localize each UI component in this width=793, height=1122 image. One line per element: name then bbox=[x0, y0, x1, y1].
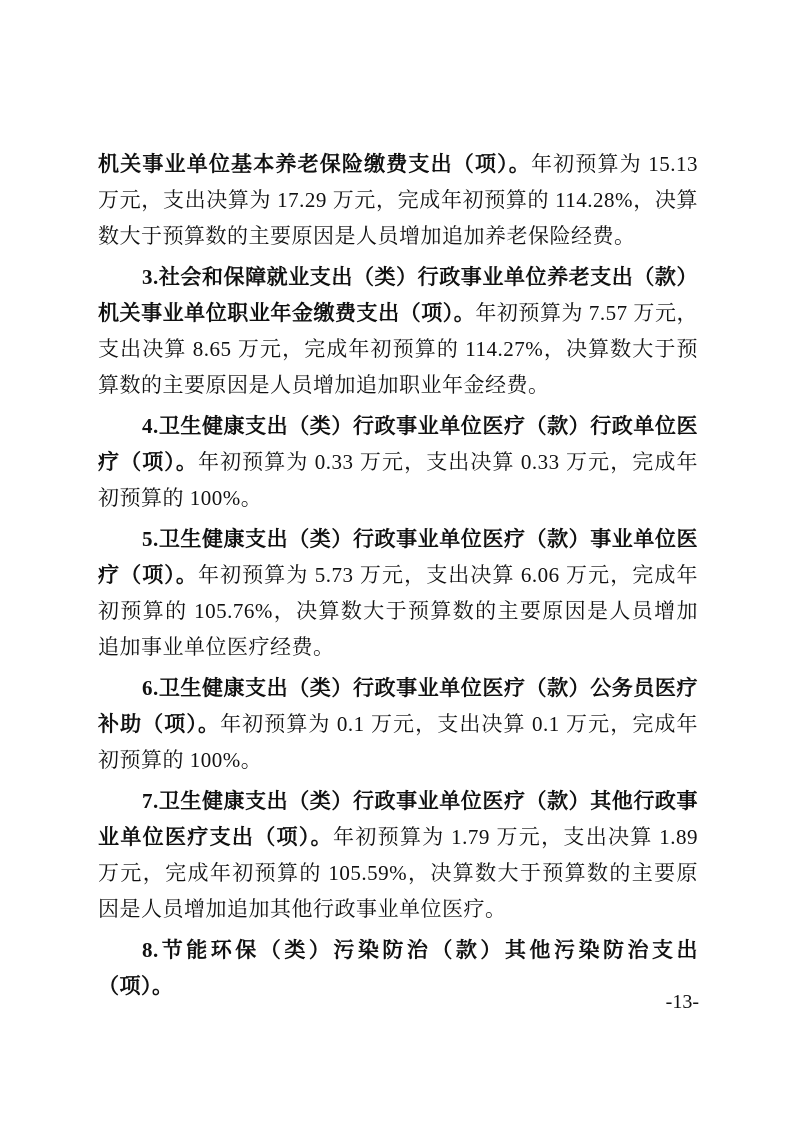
paragraph-heading: 5.卫生健康支出（类）行政事业单位医疗（款）事业单位医疗（项）。 bbox=[98, 527, 698, 587]
paragraph-body-text: 年初预算为 5.73 万元，支出决算 6.06 万元，完成年初预算的 105.76%，决算数大于预算数的主要原因是人员增加追加事业单位医疗经费。 bbox=[98, 563, 699, 659]
paragraph-heading: 7.卫生健康支出（类）行政事业单位医疗（款）其他行政事业单位医疗支出（项）。 bbox=[98, 789, 698, 849]
paragraph-body-text: 年初预算为 1.79 万元，支出决算 1.89 万元，完成年初预算的 105.59%，决算数大于预算数的主要原因是人员增加追加其他行政事业单位医疗。 bbox=[98, 825, 699, 921]
paragraph bbox=[98, 670, 698, 778]
paragraph-body-text: 年初预算为 0.33 万元，支出决算 0.33 万元，完成年初预算的 100%。 bbox=[98, 450, 699, 510]
paragraph bbox=[98, 783, 698, 927]
paragraph bbox=[98, 932, 698, 1004]
paragraph-body-text: 年初预算为 7.57 万元，支出决算 8.65 万元，完成年初预算的 114.27%，决算数大于预算数的主要原因是人员增加追加职业年金经费。 bbox=[98, 301, 699, 397]
paragraph-heading: 4.卫生健康支出（类）行政事业单位医疗（款）行政单位医疗（项）。 bbox=[98, 414, 698, 474]
paragraph-heading: 机关事业单位基本养老保险缴费支出（项）。 bbox=[98, 152, 531, 176]
paragraph-heading: 3.社会和保障就业支出（类）行政事业单位养老支出（款）机关事业单位职业年金缴费支出（项）。 bbox=[98, 265, 698, 325]
paragraph bbox=[98, 521, 698, 665]
paragraph-body-text: 年初预算为 15.13 万元，支出决算为 17.29 万元，完成年初预算的 114.28%，决算数大于预算数的主要原因是人员增加追加养老保险经费。 bbox=[98, 152, 699, 248]
page-number: -13- bbox=[665, 991, 699, 1013]
paragraph bbox=[98, 408, 698, 516]
document-body bbox=[98, 146, 698, 1009]
paragraph-heading: 6.卫生健康支出（类）行政事业单位医疗（款）公务员医疗补助（项）。 bbox=[98, 676, 698, 736]
paragraph-heading: 8.节能环保（类）污染防治（款）其他污染防治支出（项）。 bbox=[98, 938, 698, 998]
paragraph-body-text: 年初预算为 0.1 万元，支出决算 0.1 万元，完成年初预算的 100%。 bbox=[98, 712, 699, 772]
paragraph bbox=[98, 146, 698, 254]
paragraph bbox=[98, 259, 698, 403]
